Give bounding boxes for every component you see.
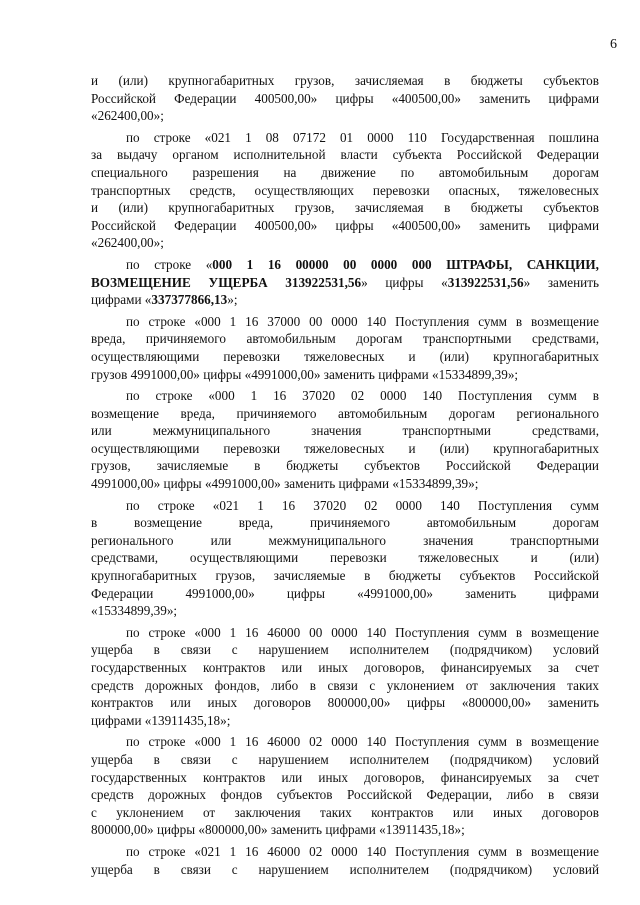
text-run: ущерба в связи с нарушением исполнителем (подрядчиком) условий xyxy=(91,642,599,658)
paragraph xyxy=(91,497,599,620)
document-body xyxy=(91,72,599,878)
text-line xyxy=(91,405,599,423)
text-run: по строке «000 1 16 37000 00 0000 140 Поступления сумм в возмещение xyxy=(126,313,599,329)
text-run: вреда, причиняемого автомобильным дорогам транспортными средствами, xyxy=(91,331,599,347)
text-line xyxy=(91,694,599,712)
text-run: государственных контрактов или иных договоров, финансируемых за счет xyxy=(91,660,599,675)
text-line xyxy=(91,641,599,659)
text-line xyxy=(91,422,599,440)
text-line xyxy=(91,256,599,274)
text-run: грузов 4991000,00» цифры «4991000,00» заменить цифрами «15334899,39»; xyxy=(91,366,519,382)
text-run: специального разрешения на движение по автомобильным дорогам xyxy=(91,164,599,180)
paragraph xyxy=(91,313,599,383)
text-run: с уклонением от заключения таких контрактов или иных договоров xyxy=(91,804,599,820)
text-line xyxy=(91,786,599,804)
text-line xyxy=(91,769,599,787)
text-line xyxy=(91,497,599,515)
text-run: по строке «021 1 08 07172 01 0000 110 Государственная пошлина xyxy=(126,129,599,145)
text-run: цифрами « xyxy=(91,292,152,308)
text-run: «262400,00»; xyxy=(91,235,164,251)
text-line xyxy=(91,659,599,677)
text-line xyxy=(91,602,599,620)
text-line xyxy=(91,585,599,603)
bold-text: ВОЗМЕЩЕНИЕ УЩЕРБА 313922531,56 xyxy=(91,274,362,290)
text-run: » заменить xyxy=(523,274,599,290)
text-line xyxy=(91,182,599,200)
text-run: 4991000,00» цифры «4991000,00» заменить цифрами «15334899,39»; xyxy=(91,476,479,492)
text-run: осуществляющими перевозки тяжеловесных и (или) крупногабаритных xyxy=(91,440,599,456)
text-run: по строке «021 1 16 46000 02 0000 140 Поступления сумм в возмещение xyxy=(126,843,599,859)
text-run: или межмуниципального значения транспортными средствами, xyxy=(91,423,599,439)
text-line xyxy=(91,199,599,217)
text-run: возмещение вреда, причиняемого автомобильным дорогам регионального xyxy=(91,405,599,421)
text-run: в возмещение вреда, причиняемого автомобильным дорогам xyxy=(91,515,599,531)
text-line xyxy=(91,146,599,164)
text-line xyxy=(91,475,599,493)
text-run: средств дорожных фондов, либо в связи с уклонением от заключения таких xyxy=(91,677,599,693)
text-run: средств дорожных фондов субъектов Российской Федерации, либо в связи xyxy=(91,787,599,803)
text-line xyxy=(91,217,599,235)
text-line xyxy=(91,733,599,751)
text-line xyxy=(91,549,599,567)
text-line xyxy=(91,330,599,348)
page-number: 6 xyxy=(610,37,617,52)
paragraph xyxy=(91,256,599,309)
text-run: ущерба в связи с нарушением исполнителем (подрядчиком) условий xyxy=(91,861,599,877)
text-run: по строке « xyxy=(126,256,213,272)
bold-text: 337377866,13 xyxy=(151,292,228,308)
text-run: транспортных средств, осуществляющих перевозки опасных, тяжеловесных xyxy=(91,182,599,198)
text-run: »; xyxy=(227,292,238,308)
text-run: средствами, осуществляющими перевозки тяжеловесных и (или) xyxy=(91,550,599,566)
paragraph xyxy=(91,387,599,493)
paragraph xyxy=(91,843,599,878)
text-line xyxy=(91,107,599,125)
text-run: Российской Федерации 400500,00» цифры «400500,00» заменить цифрами xyxy=(91,90,599,106)
text-run: государственных контрактов или иных договоров, финансируемых за счет xyxy=(91,769,599,785)
text-run: цифрами «13911435,18»; xyxy=(91,712,231,728)
text-run: по строке «021 1 16 37020 02 0000 140 Поступления сумм xyxy=(126,497,599,513)
text-run: и (или) крупногабаритных грузов, зачисляемая в бюджеты субъектов xyxy=(91,73,599,88)
paragraph xyxy=(91,72,599,125)
text-run: грузов, зачисляемые в бюджеты субъектов Российской Федерации xyxy=(91,458,599,474)
text-line xyxy=(91,843,599,861)
text-line xyxy=(91,72,599,90)
text-line xyxy=(91,164,599,182)
text-line xyxy=(91,440,599,458)
text-line xyxy=(91,804,599,822)
paragraph xyxy=(91,733,599,839)
text-line xyxy=(91,291,599,309)
text-run: за выдачу органом исполнительной власти субъекта Российской Федерации xyxy=(91,147,599,163)
bold-text: 000 1 16 00000 00 0000 000 ШТРАФЫ, САНКЦИИ, xyxy=(212,256,599,272)
text-run: осуществляющими перевозки тяжеловесных и (или) крупногабаритных xyxy=(91,348,599,364)
text-line xyxy=(91,366,599,384)
text-line xyxy=(91,387,599,405)
text-line xyxy=(91,677,599,695)
text-line xyxy=(91,532,599,550)
text-line xyxy=(91,567,599,585)
text-run: » цифры « xyxy=(361,274,448,290)
text-line xyxy=(91,821,599,839)
paragraph xyxy=(91,129,599,252)
text-line xyxy=(91,861,599,879)
text-line xyxy=(91,457,599,475)
text-line xyxy=(91,313,599,331)
text-run: «262400,00»; xyxy=(91,108,164,124)
text-line xyxy=(91,712,599,730)
text-run: 800000,00» цифры «800000,00» заменить цифрами «13911435,18»; xyxy=(91,822,465,838)
text-line xyxy=(91,90,599,108)
text-line xyxy=(91,514,599,532)
text-run: «15334899,39»; xyxy=(91,603,178,619)
text-line xyxy=(91,348,599,366)
text-line xyxy=(91,624,599,642)
text-run: по строке «000 1 16 46000 00 0000 140 Поступления сумм в возмещение xyxy=(126,624,599,640)
text-line xyxy=(91,751,599,769)
text-line xyxy=(91,129,599,147)
text-run: контрактов или иных договоров 800000,00» цифры «800000,00» заменить xyxy=(91,695,599,711)
text-run: по строке «000 1 16 37020 02 0000 140 Поступления сумм в xyxy=(126,388,599,404)
text-run: и (или) крупногабаритных грузов, зачисляемая в бюджеты субъектов xyxy=(91,200,599,216)
text-line xyxy=(91,274,599,292)
text-run: Федерации 4991000,00» цифры «4991000,00» заменить цифрами xyxy=(91,585,599,601)
text-run: крупногабаритных грузов, зачисляемые в бюджеты субъектов Российской xyxy=(91,568,599,584)
bold-text: 313922531,56 xyxy=(447,274,524,290)
text-run: Российской Федерации 400500,00» цифры «400500,00» заменить цифрами xyxy=(91,217,599,233)
text-run: по строке «000 1 16 46000 02 0000 140 Поступления сумм в возмещение xyxy=(126,734,599,750)
text-line xyxy=(91,234,599,252)
text-run: регионального или межмуниципального значения транспортными xyxy=(91,532,599,548)
text-run: ущерба в связи с нарушением исполнителем (подрядчиком) условий xyxy=(91,751,599,767)
paragraph xyxy=(91,624,599,730)
